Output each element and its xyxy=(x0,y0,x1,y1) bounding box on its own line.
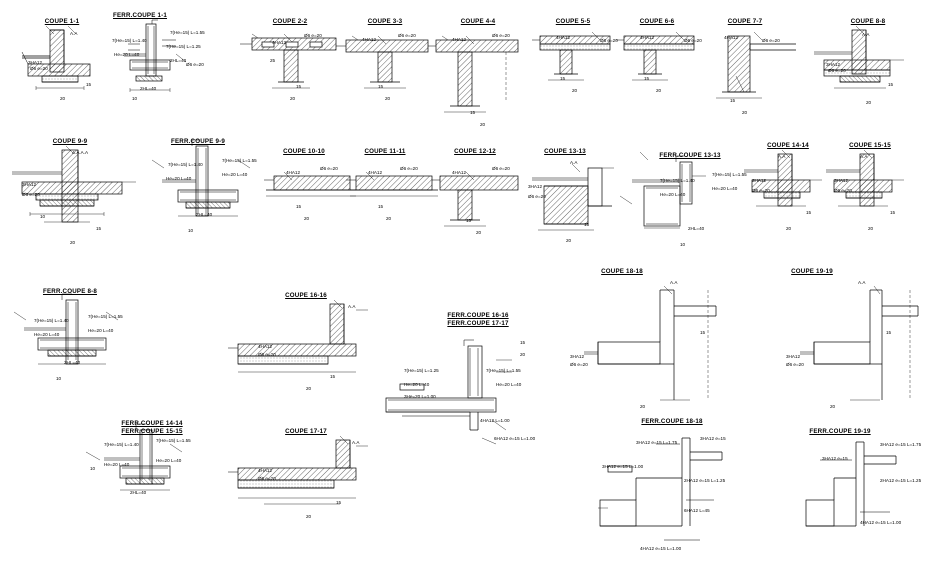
callout-label: 20 xyxy=(480,122,486,127)
callout-label: 7(He=15) L=1.55 xyxy=(156,438,191,443)
section-title: COUPE 11-11 xyxy=(364,148,406,155)
callout-label: 15 xyxy=(378,84,384,89)
callout-label: 20 xyxy=(640,404,646,409)
callout-label: Ø6 e=20 xyxy=(492,33,510,38)
callout-label: 4HA12 e=15 L=1.00 xyxy=(640,546,682,551)
callout-label: Ø6 e=20 xyxy=(492,166,510,171)
section-title: COUPE 2-2 xyxy=(272,18,308,25)
callout-label: A.A xyxy=(348,304,356,309)
callout-label: Ø6 e=20 xyxy=(786,362,804,367)
section-title: COUPE 14-14 xyxy=(767,142,809,149)
callout-label: 7(He=15) L=1.55 xyxy=(222,158,257,163)
callout-label: 7(He=15) L=1.25 xyxy=(404,368,439,373)
callout-label: He=20 L=40 xyxy=(496,382,522,387)
callout-label: 4HA12 xyxy=(452,170,467,175)
callout-label: 20 xyxy=(70,240,76,245)
callout-label: 7(He=15) L=1.55 xyxy=(712,172,747,177)
callout-label: 20 xyxy=(520,352,526,357)
callout-label: 4HA12 e=15 L=1.00 xyxy=(860,520,902,525)
callout-label: 20 xyxy=(866,100,872,105)
callout-label: He=20 L=40 xyxy=(104,462,130,467)
callout-label: 3HA12 xyxy=(834,178,849,183)
section-title: FERR.COUPE 17-17 xyxy=(447,320,509,327)
callout-label: 10 xyxy=(188,228,194,233)
callout-label: 4HA12 xyxy=(368,170,383,175)
callout-label: 10 xyxy=(56,376,62,381)
callout-label: 7(He=15) L=1.55 xyxy=(170,30,205,35)
section-title: FERR.COUPE 1-1 xyxy=(112,12,168,19)
callout-label: He=20 L=40 xyxy=(166,176,192,181)
callout-label: Ø6 e=20 xyxy=(320,166,338,171)
callout-label: 3HA12 xyxy=(786,354,801,359)
callout-label: 2HL=40 xyxy=(64,360,81,365)
callout-label: 3HA12 xyxy=(826,62,841,67)
callout-label: 7(He=15) L=1.40 xyxy=(168,162,203,167)
callout-label: He=20 L=40 xyxy=(404,382,430,387)
section-title: COUPE 5-5 xyxy=(555,18,591,25)
callout-label: 20 xyxy=(290,96,296,101)
callout-label: 4HA12 xyxy=(258,344,273,349)
callout-label: 15 xyxy=(560,76,566,81)
callout-label: 15 xyxy=(520,340,526,345)
callout-label: Ø6 e=20 xyxy=(834,188,852,193)
callout-label: 20 xyxy=(386,216,392,221)
callout-label: 2HA12 e=15 L=1.25 xyxy=(880,478,922,483)
callout-label: 4HA12 xyxy=(724,35,739,40)
section-title: COUPE 9-9 xyxy=(52,138,88,145)
callout-label: 10 xyxy=(40,214,46,219)
callout-label: He=20 L=40 xyxy=(88,328,114,333)
section-title: COUPE 18-18 xyxy=(601,268,643,275)
section-title: FERR.COUPE 13-13 xyxy=(659,152,721,159)
callout-label: Ø6 e=20 xyxy=(304,33,322,38)
section-title: COUPE 13-13 xyxy=(544,148,586,155)
callout-label: 4HA12 xyxy=(272,40,287,45)
section-title: COUPE 16-16 xyxy=(285,292,327,299)
callout-label: 3HA12 xyxy=(752,178,767,183)
section-title: FERR.COUPE 9-9 xyxy=(170,138,226,145)
section-title: COUPE 12-12 xyxy=(454,148,496,155)
callout-label: 10 xyxy=(132,96,138,101)
callout-label: 7(He=15) L=1.55 xyxy=(88,314,123,319)
callout-label: 7(He=15) L=1.55 xyxy=(486,368,521,373)
callout-label: 3HA12 xyxy=(570,354,585,359)
callout-label: 15 xyxy=(584,222,590,227)
callout-label: 4HA12 xyxy=(258,468,273,473)
callout-label: 3HA12 e=15 xyxy=(700,436,726,441)
section-title: COUPE 7-7 xyxy=(727,18,763,25)
callout-label: 20 xyxy=(304,216,310,221)
callout-label: A.A xyxy=(570,160,578,165)
callout-label: Ø6 e=20 xyxy=(258,476,276,481)
callout-label: 15 xyxy=(888,82,894,87)
callout-label: Ø6 e=20 xyxy=(186,62,204,67)
callout-label: Ø6 e=20 xyxy=(528,194,546,199)
callout-label: 2HL=40 xyxy=(688,226,705,231)
section-title: FERR.COUPE 8-8 xyxy=(42,288,98,295)
callout-label: 3HA12 xyxy=(22,182,37,187)
callout-label: 2HA12 e=15 L=1.25 xyxy=(684,478,726,483)
callout-label: 15 xyxy=(886,330,892,335)
callout-label: 4HA12 xyxy=(362,37,377,42)
callout-label: He=20 L=40 xyxy=(114,52,140,57)
callout-label: He=20 L=40 xyxy=(156,458,182,463)
section-title: COUPE 10-10 xyxy=(283,148,325,155)
callout-label: 7(He=15) L=1.40 xyxy=(34,318,69,323)
callout-label: 2HL=40 xyxy=(130,490,147,495)
callout-label: 20 xyxy=(60,96,66,101)
callout-label: 15 xyxy=(466,218,472,223)
callout-label: Ø6 e=20 xyxy=(22,192,40,197)
callout-label: 20 xyxy=(566,238,572,243)
callout-label: A.A.A.A xyxy=(72,150,89,155)
callout-label: 6HA12 L=45 xyxy=(684,508,710,513)
callout-label: 20 xyxy=(830,404,836,409)
callout-label: 15 xyxy=(470,110,476,115)
callout-label: 15 xyxy=(296,204,302,209)
callout-label: 15 xyxy=(806,210,812,215)
callout-label: Ø6 e=20 xyxy=(600,38,618,43)
callout-label: 2HL=40 xyxy=(196,212,213,217)
callout-label: 20 xyxy=(306,386,312,391)
callout-label: 3HA12 xyxy=(528,184,543,189)
callout-label: A.A xyxy=(70,31,78,36)
callout-label: 20 xyxy=(656,88,662,93)
callout-label: He=20 L=40 xyxy=(712,186,738,191)
callout-label: 7(He=15) L=1.25 xyxy=(166,44,201,49)
callout-label: 15 xyxy=(378,204,384,209)
section-title: FERR.COUPE 15-15 xyxy=(121,428,183,435)
callout-label: Ø6 e=20 xyxy=(752,188,770,193)
callout-label: Ø6 e=20 xyxy=(828,68,846,73)
callout-label: 20 xyxy=(572,88,578,93)
callout-label: 20 xyxy=(742,110,748,115)
callout-label: 25 xyxy=(270,58,276,63)
callout-label: He=20 L=40 xyxy=(222,172,248,177)
callout-label: 20 xyxy=(868,226,874,231)
callout-label: 4HA12 L=1.00 xyxy=(480,418,510,423)
callout-label: Ø6 e=20 xyxy=(398,33,416,38)
callout-label: 20 xyxy=(306,514,312,519)
callout-label: 3He=20 L=1.00 xyxy=(404,394,436,399)
section-title: COUPE 1-1 xyxy=(44,18,80,25)
section-title: COUPE 3-3 xyxy=(367,18,403,25)
callout-label: Ø6 e=20 xyxy=(258,352,276,357)
callout-label: 3HA12 e=15 L=1.75 xyxy=(636,440,678,445)
callout-label: A.A xyxy=(862,32,870,37)
callout-label: 20 xyxy=(385,96,391,101)
callout-label: A.A xyxy=(858,280,866,285)
callout-label: Ø6 e=20 xyxy=(30,66,48,71)
callout-label: 15 xyxy=(330,374,336,379)
callout-label: A.A xyxy=(860,154,868,159)
callout-label: 15 xyxy=(644,76,650,81)
section-title: COUPE 6-6 xyxy=(639,18,675,25)
callout-label: He=20 L=40 xyxy=(34,332,60,337)
callout-label: Ø6 e=20 xyxy=(684,38,702,43)
callout-label: 20 xyxy=(476,230,482,235)
section-title: FERR.COUPE 14-14 xyxy=(121,420,183,427)
callout-label: 2HL=40 xyxy=(140,86,157,91)
section-title: FERR.COUPE 19-19 xyxy=(809,428,871,435)
callout-label: Ø6 e=20 xyxy=(400,166,418,171)
callout-label: 4HA12 xyxy=(286,170,301,175)
callout-label: 15 xyxy=(96,226,102,231)
callout-label: 20 xyxy=(786,226,792,231)
callout-label: 3HA12 e=15 xyxy=(822,456,848,461)
callout-label: 7(He=15) L=1.40 xyxy=(104,442,139,447)
callout-label: 15 xyxy=(86,82,92,87)
callout-label: A.A xyxy=(352,440,360,445)
callout-label: 3HA12 e=15 L=1.75 xyxy=(880,442,922,447)
section-title: COUPE 4-4 xyxy=(460,18,496,25)
section-title: COUPE 17-17 xyxy=(285,428,327,435)
callout-label: 15 xyxy=(336,500,342,505)
section-title: COUPE 8-8 xyxy=(850,18,886,25)
section-title: COUPE 19-19 xyxy=(791,268,833,275)
callout-label: 10 xyxy=(680,242,686,247)
callout-label: 2HL=40 xyxy=(170,58,187,63)
callout-label: A.A xyxy=(670,280,678,285)
callout-label: 15 xyxy=(890,210,896,215)
callout-label: Ø6 e=20 xyxy=(762,38,780,43)
callout-label: 15 xyxy=(296,84,302,89)
callout-label: 15 xyxy=(730,98,736,103)
section-title: COUPE 15-15 xyxy=(849,142,891,149)
callout-label: 3HA12 xyxy=(28,60,43,65)
callout-label: 3HA12 e=15 L=1.00 xyxy=(602,464,644,469)
callout-label: 15 xyxy=(700,330,706,335)
callout-label: 6HA12 e=15 L=1.00 xyxy=(494,436,536,441)
callout-label: Ø6 e=20 xyxy=(570,362,588,367)
callout-label: 4HA12 xyxy=(452,37,467,42)
callout-label: 7(He=15) L=1.40 xyxy=(112,38,147,43)
callout-label: 7(He=15) L=1.40 xyxy=(660,178,695,183)
callout-label: 4HA12 xyxy=(640,35,655,40)
callout-label: 10 xyxy=(90,466,96,471)
callout-label: 4HA12 xyxy=(556,35,571,40)
callout-label: He=20 L=40 xyxy=(660,192,686,197)
callout-label: A.A xyxy=(778,154,786,159)
section-title: FERR.COUPE 16-16 xyxy=(447,312,509,319)
section-title: FERR.COUPE 18-18 xyxy=(641,418,703,425)
